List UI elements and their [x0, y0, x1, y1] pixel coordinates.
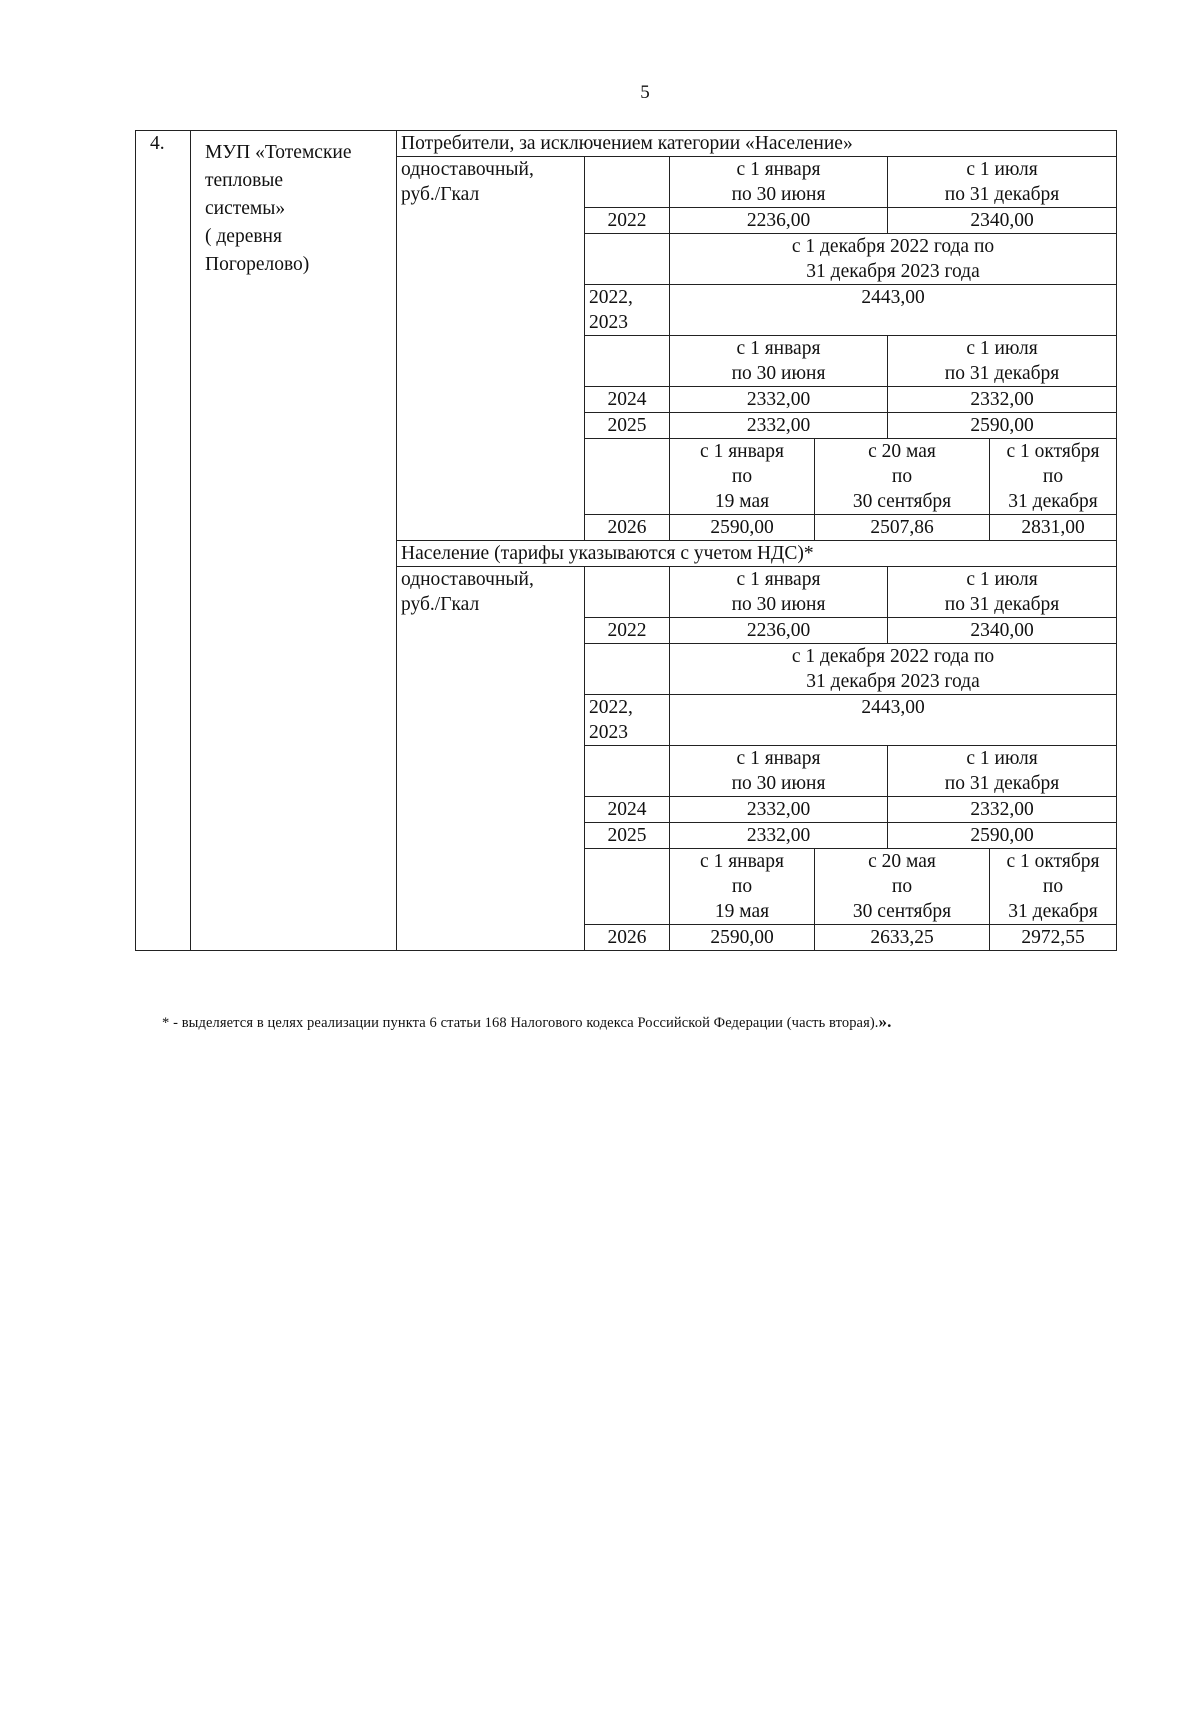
period-header-line: с 20 мая — [868, 441, 936, 462]
tariff-value: 2340,00 — [888, 618, 1117, 644]
tariff-value: 2236,00 — [670, 208, 888, 234]
organization-name-line: МУП «Тотемские — [205, 142, 352, 163]
period-header — [670, 157, 888, 208]
rate-type-line: одноставочный, — [401, 159, 534, 180]
period-header — [990, 849, 1117, 925]
year-empty — [585, 746, 670, 797]
period-header — [888, 336, 1117, 387]
period-header-line: с 1 июля — [966, 748, 1038, 769]
period-header-line: с 1 января — [736, 159, 821, 180]
period-header — [670, 234, 1117, 285]
tariff-table — [135, 130, 1117, 951]
period-header — [815, 849, 990, 925]
tariff-value: 2590,00 — [888, 413, 1117, 439]
period-header-line: с 1 июля — [966, 569, 1038, 590]
period-header-line: 31 декабря — [1008, 491, 1098, 512]
period-header — [670, 439, 815, 515]
period-header-line: 30 сентября — [852, 491, 952, 512]
period-header — [670, 644, 1117, 695]
period-header-line: с 1 октября — [1006, 441, 1100, 462]
period-header-line: по — [891, 466, 913, 487]
tariff-value: 2332,00 — [888, 797, 1117, 823]
year-cell — [585, 285, 670, 336]
period-header-line: 31 декабря — [1008, 901, 1098, 922]
period-header-line: с 1 декабря 2022 года по — [791, 646, 995, 667]
year-cell: 2025 — [585, 413, 670, 439]
rate-type-line: руб./Гкал — [401, 594, 480, 615]
period-header-line: с 1 декабря 2022 года по — [791, 236, 995, 257]
year-cell: 2025 — [585, 823, 670, 849]
organization-name — [191, 131, 397, 951]
year-cell-line: 2022, — [589, 697, 633, 718]
period-header — [670, 336, 888, 387]
tariff-value: 2332,00 — [670, 413, 888, 439]
year-cell: 2026 — [585, 925, 670, 951]
year-empty — [585, 567, 670, 618]
period-header-line: с 1 июля — [966, 159, 1038, 180]
rate-type-line: руб./Гкал — [401, 184, 480, 205]
year-empty — [585, 234, 670, 285]
tariff-value: 2332,00 — [888, 387, 1117, 413]
period-header-line: по — [731, 466, 753, 487]
row-number: 4. — [136, 131, 191, 951]
period-header-line: по — [1042, 466, 1064, 487]
tariff-value: 2340,00 — [888, 208, 1117, 234]
period-header — [888, 746, 1117, 797]
period-header-line: с 1 января — [700, 441, 784, 462]
tariff-value: 2332,00 — [670, 823, 888, 849]
year-empty — [585, 439, 670, 515]
year-empty — [585, 336, 670, 387]
period-header-line: по — [731, 876, 753, 897]
period-header-line: по 30 июня — [731, 773, 826, 794]
year-cell: 2024 — [585, 387, 670, 413]
period-header-line: по 30 июня — [731, 363, 826, 384]
organization-name-line: тепловые — [205, 170, 284, 191]
period-header — [990, 439, 1117, 515]
year-cell: 2026 — [585, 515, 670, 541]
period-header — [670, 849, 815, 925]
year-cell: 2022 — [585, 618, 670, 644]
year-cell-line: 2023 — [589, 312, 628, 333]
section-header: Потребители, за исключением категории «Население» — [397, 131, 1117, 157]
period-header-line: по 31 декабря — [944, 184, 1060, 205]
year-cell-line: 2022, — [589, 287, 633, 308]
period-header-line: по 31 декабря — [944, 773, 1060, 794]
tariff-value: 2507,86 — [815, 515, 990, 541]
tariff-value: 2236,00 — [670, 618, 888, 644]
period-header — [888, 567, 1117, 618]
period-header — [670, 746, 888, 797]
year-empty — [585, 644, 670, 695]
organization-name-line: Погорелово) — [205, 254, 310, 275]
period-header-line: по 31 декабря — [944, 594, 1060, 615]
period-header-line: 30 сентября — [852, 901, 952, 922]
period-header-line: по — [891, 876, 913, 897]
tariff-value: 2972,55 — [990, 925, 1117, 951]
tariff-value: 2443,00 — [670, 285, 1117, 336]
period-header-line: с 1 января — [700, 851, 784, 872]
footnote — [162, 1012, 1122, 1032]
period-header-line: 31 декабря 2023 года — [806, 671, 980, 692]
period-header-line: по 30 июня — [731, 594, 826, 615]
period-header-line: по — [1042, 876, 1064, 897]
tariff-value: 2831,00 — [990, 515, 1117, 541]
rate-type — [397, 157, 585, 541]
period-header-line: с 1 января — [736, 748, 821, 769]
footnote-closing-quote: ». — [878, 1012, 892, 1031]
period-header — [815, 439, 990, 515]
tariff-value: 2332,00 — [670, 387, 888, 413]
period-header-line: с 1 июля — [966, 338, 1038, 359]
period-header-line: с 1 января — [736, 338, 821, 359]
year-cell-line: 2023 — [589, 722, 628, 743]
footnote-text: * - выделяется в целях реализации пункта 6 статьи 168 Налогового кодекса Российской Федерации (часть вторая). — [162, 1015, 879, 1031]
organization-name-line: системы» — [205, 198, 286, 219]
year-empty — [585, 849, 670, 925]
period-header — [670, 567, 888, 618]
tariff-value: 2590,00 — [888, 823, 1117, 849]
period-header-line: 19 мая — [714, 491, 770, 512]
period-header-line: с 1 января — [736, 569, 821, 590]
period-header-line: с 1 октября — [1006, 851, 1100, 872]
tariff-value: 2590,00 — [670, 925, 815, 951]
organization-name-line: ( деревня — [205, 226, 282, 247]
year-cell — [585, 695, 670, 746]
period-header-line: 31 декабря 2023 года — [806, 261, 980, 282]
tariff-value: 2332,00 — [670, 797, 888, 823]
year-empty — [585, 157, 670, 208]
tariff-value: 2590,00 — [670, 515, 815, 541]
year-cell: 2024 — [585, 797, 670, 823]
year-cell: 2022 — [585, 208, 670, 234]
period-header — [888, 157, 1117, 208]
page-number: 5 — [640, 82, 650, 103]
rate-type-line: одноставочный, — [401, 569, 534, 590]
period-header-line: по 30 июня — [731, 184, 826, 205]
table-row — [136, 131, 1117, 157]
section-header: Население (тарифы указываются с учетом НДС)* — [397, 541, 1117, 567]
rate-type — [397, 567, 585, 951]
tariff-value: 2633,25 — [815, 925, 990, 951]
period-header-line: с 20 мая — [868, 851, 936, 872]
period-header-line: по 31 декабря — [944, 363, 1060, 384]
tariff-value: 2443,00 — [670, 695, 1117, 746]
period-header-line: 19 мая — [714, 901, 770, 922]
